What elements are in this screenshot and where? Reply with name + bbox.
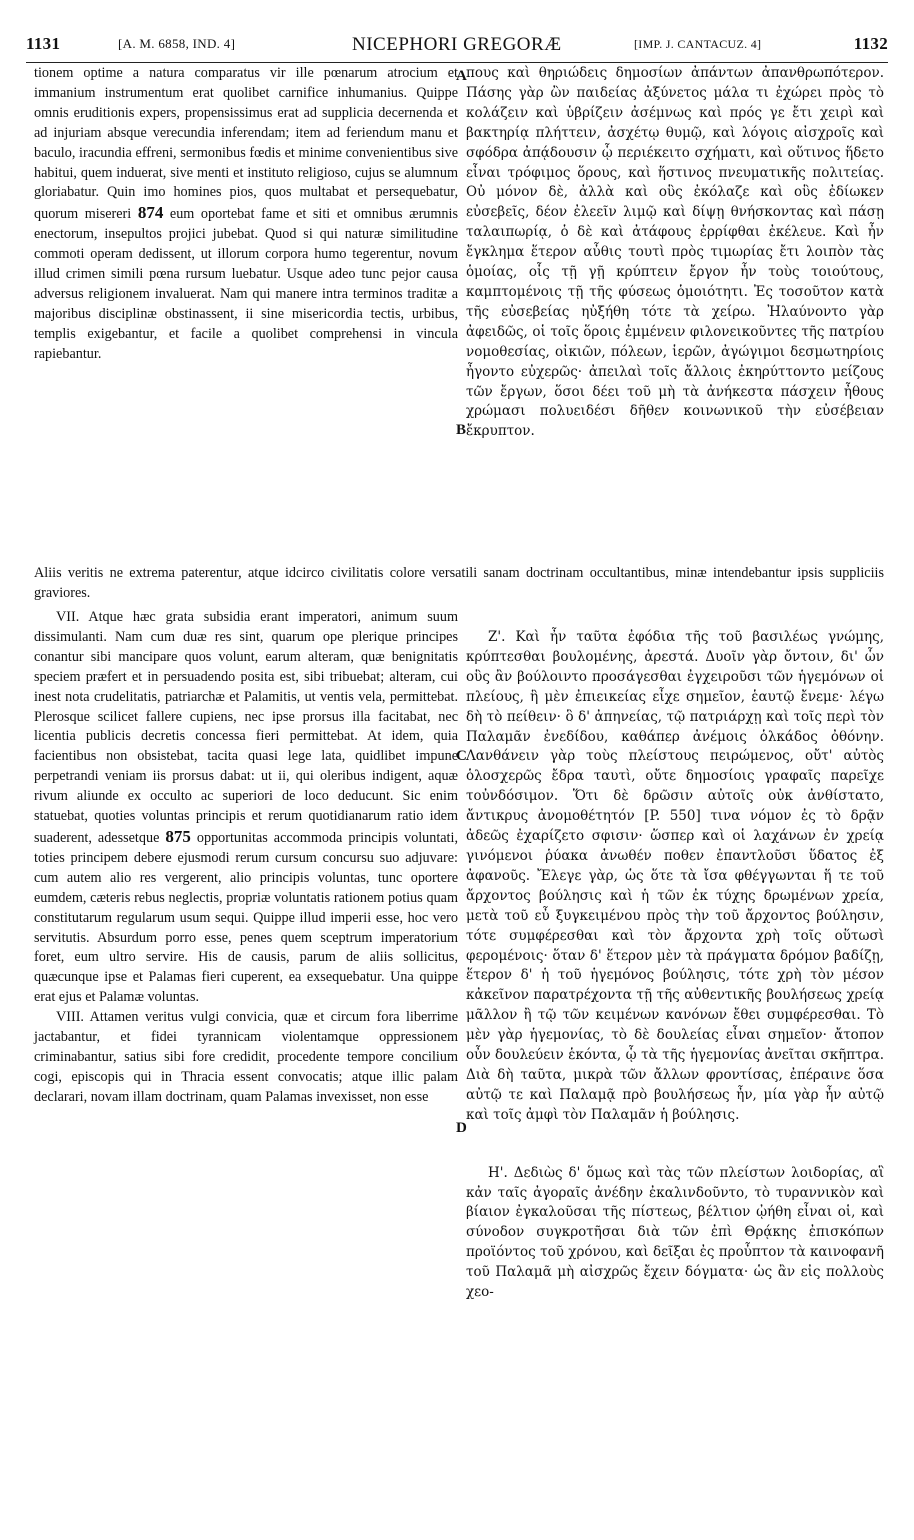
latin-paragraph-vii: VII. Atque hæc grata subsidia erant imperatori, animum suum dissimulanti. Nam cum duæ res sint, quarum ope plerique principes conantur sibi mancipare quos volunt, earum alteram, quæ benignitatis speciem præfert et in persuadendo posita est, sibi tribuebat; alteram, cui inest nota crudelitatis, patriarchæ et Palamitis, ut ventis vela, permittebat. Plerosque scilicet fallere cupiens, nec ipse prorsus illa facitabat, nec licentia publicis decretis concessa fieri permittebat. At idem, quia facientibus non obsistebat, tacita quasi lege lata, quidlibet impune perpetrandi veniam iis prorsus dabat: ut ii, qui oleribus indigent, aquæ rivum aliunde ex occulto ac superiori de loco deducunt. Sic enim statuebat, quoties voluntas principis et rerum quotidianarum ratio idem suaderent, adessetque 875 opportunitas accommoda principis voluntati, toties principem debere ejusmodi rerum cursum concursu suo adjuvare: cum autem alio res vergerent, alio principis voluntas, tunc oportere eumdem, cæteris rebus neglectis, propriæ voluntatis rationem potius quam constitutarum regularum usum sequi. Quippe illud imperii esse, hoc vero servitutis. Absurdum porro esse, penes quem sceptrum imperatorium foret, eum ultro servire. His de causis, parum de aliis sollicitus, quæcunque ipse et Palamas fieri cuperent, ea exsequebatur. Una quippe erat ejus et Palamæ voluntas. xyxy=(34,609,458,1006)
greek-paragraph-h: Η'. Δεδιὼς δ' ὅμως καὶ τὰς τῶν πλείστων λοιδορίας, αἳ κἀν ταῖς ἀγοραῖς ἀνέδην ἐκαλινδοῦντο, τὸ τυραννικὸν καὶ βίαιον ἐγκαλοῦσαι τῆς πίστεως, βέλτιον ᾠήθη εἶναι οἱ, καὶ σύνοδον συγκροτῆσαι διὰ τῶν ἐπὶ Θρᾴκης ἐπισκόπων προϊόντος τοῦ χρόνου, καὶ δεῖξαι ἐς προὖπτον τὰ καινοφανῆ τοῦ Παλαμᾶ μὴ αἰσχρῶς ἔχειν δόγματα· ὡς ἂν εἰς πολλοὺς χεο- xyxy=(466,1164,884,1301)
inline-page-number: 875 xyxy=(165,826,191,846)
full-width-text: Aliis veritis ne extrema paterentur, atque idcirco civilitatis colore versatili sanam doctrinam occultantibus, minæ intendebantur ipsis suppliciis graviores. xyxy=(34,565,884,601)
right-page-number: 1132 xyxy=(853,34,888,53)
inline-page-number: 874 xyxy=(137,203,164,223)
latin-paragraph-1: tionem optime a natura comparatus vir ille pœnarum atrocium et immanium instrumentum erat quolibet carnifice inhumanius. Quippe omnis eruditionis expers, propensissimus erat ad supplicia decernenda et ad injuriam absque verecundia inferendam; item ad feriendum manu et baculo, iracundia effreni, sermonibus fœdis et minime convenientibus sive habitui, quem induerat, sive menti et instituto religioso, cujus se alumnum gloriabatur. Quin imo homines pios, quos multabat et persequebatur, quorum misereri 874 eum oportebat fame et siti et omnibus ærumnis enectorum, insepultos projici jubebat. Quod si qui naturæ similitudine commoti operam dedissent, ut illorum corpora humo tegerentur, novum illud crimen simili pœna rursum luebatur. Usque adeo tunc pejor causa adversus religionem invaluerat. Nam qui manere intra terminos traditæ a majoribus disciplinæ obstinassent, ii sine misericordia tectis, urbibus, templis exigebantur, et facile a quolibet comprehensi in vincula rapiebantur. xyxy=(34,65,458,362)
running-header xyxy=(26,34,888,60)
left-date-ref: [A. M. 6858, IND. 4] xyxy=(118,36,236,51)
margin-marker-a: A xyxy=(456,68,467,84)
page-title: NICEPHORI GREGORÆ xyxy=(352,34,562,55)
greek-column-bottom xyxy=(466,628,884,1303)
margin-marker-c: C xyxy=(456,748,467,764)
margin-marker-b: B xyxy=(456,422,467,438)
greek-paragraph-1: πους καὶ θηριώδεις δημοσίων ἀπάντων ἀπανθρωπότερον. Πάσης γὰρ ὢν παιδείας ἀξύνετος μάλα τι ἐχώρει πρὸς τὸ κολάζειν καὶ ὑβρίζειν ἀσέμνως καὶ πρός γε ἔτι χειρὶ καὶ βακτηρίᾳ πλήττειν, ἀσχέτῳ θυμῷ, καὶ λόγοις αἰσχροῖς καὶ σφόδρα ἀπᾴδουσιν ᾧ περιέκειτο σχήματι, καὶ οὕτινος ἥδετο εἶναι τρόφιμος ὅρους, καὶ ἥστινος πνευματικῆς πολιτείας. Οὐ μόνον δὲ, ἀλλὰ καὶ οὓς ἐκόλαζε καὶ οὓς ἐδίωκεν εὐσεβεῖς, δέον ἐλεεῖν λιμῷ καὶ δίψῃ θνήσκοντας καὶ πάσῃ ταλαιπωρίᾳ, ὁ δὲ καὶ ἀτάφους ἐρρίφθαι ἐκέλευε. Καὶ ἦν ἔγκλημα ἕτερον αὖθις τουτὶ πρὸς τιμωρίας ἔτι λοιπὸν τὰς ὁμοίας, οἷς τῇ γῇ κρύπτειν ἔργον ἦν τοὺς τοιούτους, καμπτομένοις τῇ τῆς φύσεως ὁμοιότητι. Ἐς τοσοῦτον κατὰ τῆς εὐσεβείας ηὐξήθη τότε τὰ χείρω. Ἠλαύνοντο γὰρ ἀφειδῶς, οἱ τοῖς ὅροις ἐμμένειν φιλονεικοῦντες τῆς πατρίου νομοθεσίας, οἰκιῶν, πόλεων, ἱερῶν, ἀγώγιμοι δεσμωτηρίοις ἦγοντο εὐχερῶς· ἀπειλαὶ τοῖς ἄλλοις ἐκηρύττοντο μείζους τῶν ἔργων, ὅσοι δέει τοῦ μὴ τὰ ἀνήκεστα πάσχειν ἦθους χρώμασι πολυειδέσι δῆθεν κοινωνικοῦ τὴν εὐσέβειαν ἔκρυπτον. xyxy=(466,65,884,440)
header-rule xyxy=(26,62,888,63)
right-date-ref: [IMP. J. CANTACUZ. 4] xyxy=(634,37,762,51)
greek-paragraph-z: Ζ'. Καὶ ἦν ταῦτα ἐφόδια τῆς τοῦ βασιλέως γνώμης, κρύπτεσθαι βουλομένης, ἀρεστά. Δυοῖν γὰρ ὄντοιν, δι' ὧν οὓς ἂν βούλοιντο προσάγεσθαι ἐγχειροῦσι τῶν ἡγεμόνων οἱ πλείους, ἣ μὲν ἐπιεικείας εἶχε σημεῖον, ἑαυτῷ ἔνεμε· λέγω δὴ τὸ πείθειν· ὃ δ' ἀπηνείας, τῷ πατριάρχῃ καὶ τοῖς περὶ τὸν Παλαμᾶν ἐνεδίδου, καθάπερ ἀνέμοις ὁλκάδος ὀθόνην. Λανθάνειν γὰρ τοὺς πλείστους πειρώμενος, οὔτ' αὐτὸς ὁλοσχερῶς ἔδρα ταυτὶ, οὔτε δημοσίοις γραφαῖς παρεῖχε τοὐνδόσιμον. Ὅτι δὲ δρῶσιν αὐτοῖς οὐκ ἀνθίστατο, ἄντικρυς ἀνομοθέτητόν [P. 550] τινα νόμον ἐς τὸ δρᾷν ἀδεῶς ἐχαρίζετο σφισιν· ὥσπερ καὶ οἱ λαχάνων ἐν χρείᾳ γινόμενοι ῥύακα ἀνωθέν ποθεν ἐπαντλοῦσι ὕδατος ἐξ ἀφανοῦς. Ἔλεγε γὰρ, ὡς ὅτε τὰ ἴσα φθέγγωνται ἥ τε τοῦ ἄρχοντος βούλησις καὶ ἡ τῶν ἐκ τύχης δρωμένων χρεία, μετὰ τοῦ εὖ ξυγκειμένου πρὸς τὴν τοῦ ἄρχοντος βούλησιν, τότε συμφέρεσθαι καὶ τὸν ἄρχοντα χρὴ τοῖς οὕτωσὶ φερομένοις· ὅταν δ' ἕτερον μὲν τὰ πράγματα δρόμον βαδίζῃ, ἕτερον δ' ἡ τοῦ ἡγεμόνος βούλησις, τότε χρὴ τὸν μέσον κἀκεῖνον παρατρέχοντα τῇ τῆς αὐθεντικῆς βουλήσεως χρείᾳ μᾶλλον ἢ τῷ τῶν κειμένων κανόνων ἔθει συμφέρεσθαι. Τὸ μὲν γὰρ ἡγεμονίας, τὸ δὲ δουλείας εἶναι σημεῖον· ἄτοπον οὖν δουλεύειν ἑκόντα, ᾧ τὰ τῆς ἡγεμονίας ἀνεῖται σκῆπτρα. Διὰ δὴ ταῦτα, μικρὰ τῶν ἄλλων φροντίσας, ἐπέραινε ὅσα αὐτῷ τε καὶ Παλαμᾷ πρὸ βουλήσεως ἦν, μία γὰρ ἦν αὐτῷ καὶ τοῖς ἀμφὶ τὸν Παλαμᾶν ἡ βούλησις. xyxy=(466,629,884,1123)
latin-paragraph-viii: VIII. Attamen veritus vulgi convicia, quæ et circum fora liberrime jactabantur, et fidei tyrannicam violentamque oppressionem criminabantur, satius sibi fore credidit, procedente tempore concilium cogi, episcopis qui in Thracia essent convocatis; atque illic palam declarari, novam illam doctrinam, quam Palamas invexisset, non esse xyxy=(34,1009,458,1105)
full-width-line xyxy=(34,564,884,604)
left-page-number: 1131 xyxy=(26,34,61,53)
latin-column-top xyxy=(34,64,458,365)
margin-marker-d: D xyxy=(456,1120,467,1136)
greek-column-top xyxy=(466,64,884,442)
latin-column-bottom xyxy=(34,608,458,1108)
